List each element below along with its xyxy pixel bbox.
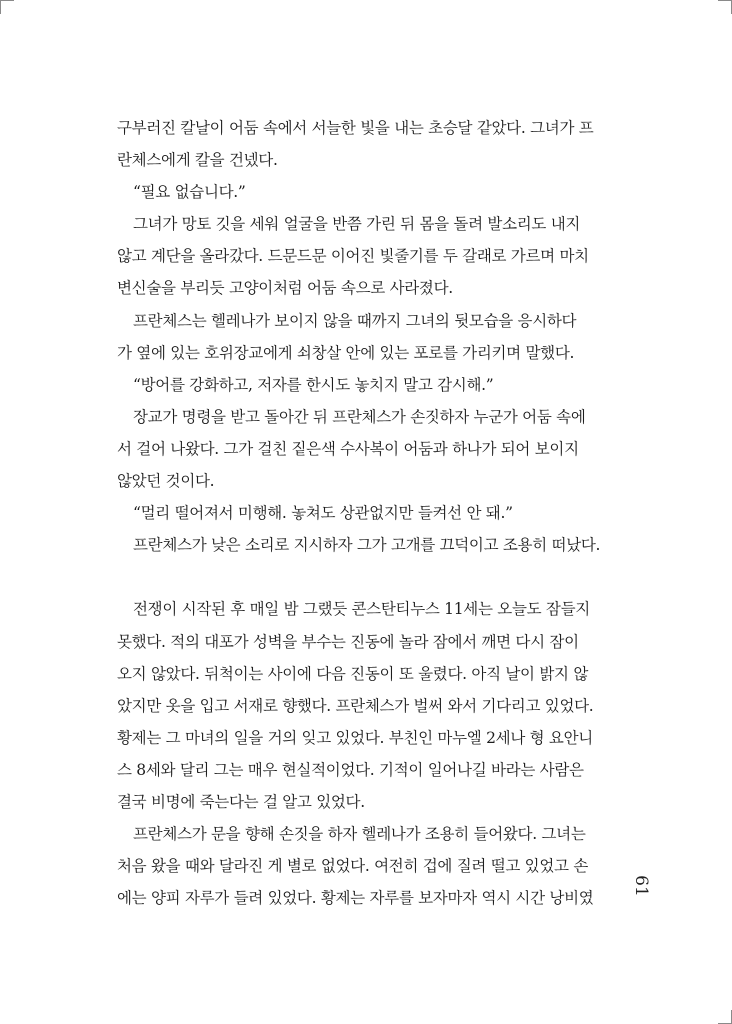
crop-mark-top-left-v bbox=[0, 0, 1, 14]
page-body bbox=[117, 112, 615, 914]
crop-mark-top-right-h bbox=[718, 0, 732, 1]
page-number: 61 bbox=[630, 875, 651, 897]
text-line: 스 8세와 달리 그는 매우 현실적이었다. 기적이 일어나길 바라는 사람은 bbox=[117, 760, 584, 779]
text-line: 프란체스가 낮은 소리로 지시하자 그가 고개를 끄덕이고 조용히 떠났다. bbox=[133, 536, 601, 555]
text-line: 못했다. 적의 대포가 성벽을 부수는 진동에 놀라 잠에서 깨면 다시 잠이 bbox=[117, 632, 579, 651]
crop-mark-top-left-h bbox=[0, 0, 14, 1]
text-line: 장교가 명령을 받고 돌아간 뒤 프란체스가 손짓하자 누군가 어둠 속에 bbox=[133, 407, 586, 426]
text-line: 그녀가 망토 깃을 세워 얼굴을 반쯤 가린 뒤 몸을 돌려 발소리도 내지 bbox=[133, 215, 581, 234]
text-line: 프란체스는 헬레나가 보이지 않을 때까지 그녀의 뒷모습을 응시하다 bbox=[133, 311, 577, 330]
text-line: 변신술을 부리듯 고양이처럼 어둠 속으로 사라졌다. bbox=[117, 279, 453, 298]
text-line: “방어를 강화하고, 저자를 한시도 놓치지 말고 감시해.” bbox=[133, 375, 494, 394]
text-line: 에는 양피 자루가 들려 있었다. 황제는 자루를 보자마자 역시 시간 낭비였 bbox=[117, 889, 594, 908]
section-break bbox=[117, 561, 615, 593]
text-line: 았지만 옷을 입고 서재로 향했다. 프란체스가 벌써 와서 기다리고 있었다. bbox=[117, 696, 594, 715]
text-line: 전쟁이 시작된 후 매일 밤 그랬듯 콘스탄티누스 11세는 오늘도 잠들지 bbox=[133, 600, 590, 619]
text-line: 서 걸어 나왔다. 그가 걸친 짙은색 수사복이 어둠과 하나가 되어 보이지 bbox=[117, 439, 579, 458]
text-line: 않았던 것이다. bbox=[117, 472, 215, 491]
text-line: 처음 왔을 때와 달라진 게 별로 없었다. 여전히 겁에 질려 떨고 있었고 손 bbox=[117, 857, 588, 876]
text-line: 란체스에게 칼을 건넸다. bbox=[117, 151, 278, 170]
text-line: 가 옆에 있는 호위장교에게 쇠창살 안에 있는 포로를 가리키며 말했다. bbox=[117, 343, 575, 362]
text-line: 오지 않았다. 뒤척이는 사이에 다음 진동이 또 울렸다. 아직 날이 밝지 않 bbox=[117, 664, 588, 683]
text-line: 구부러진 칼날이 어둠 속에서 서늘한 빛을 내는 초승달 같았다. 그녀가 프 bbox=[117, 119, 594, 137]
text-line: 결국 비명에 죽는다는 걸 알고 있었다. bbox=[117, 792, 365, 811]
text-line: 황제는 그 마녀의 일을 거의 잊고 있었다. 부친인 마누엘 2세나 형 요안니 bbox=[117, 728, 593, 747]
text-line: 프란체스가 문을 향해 손짓을 하자 헬레나가 조용히 들어왔다. 그녀는 bbox=[133, 825, 586, 844]
text-line: “필요 없습니다.” bbox=[133, 183, 246, 202]
text-line: “멀리 떨어져서 미행해. 놓쳐도 상관없지만 들켜선 안 돼.” bbox=[133, 504, 513, 523]
text-line: 않고 계단을 올라갔다. 드문드문 이어진 빛줄기를 두 갈래로 가르며 마치 bbox=[117, 247, 589, 266]
